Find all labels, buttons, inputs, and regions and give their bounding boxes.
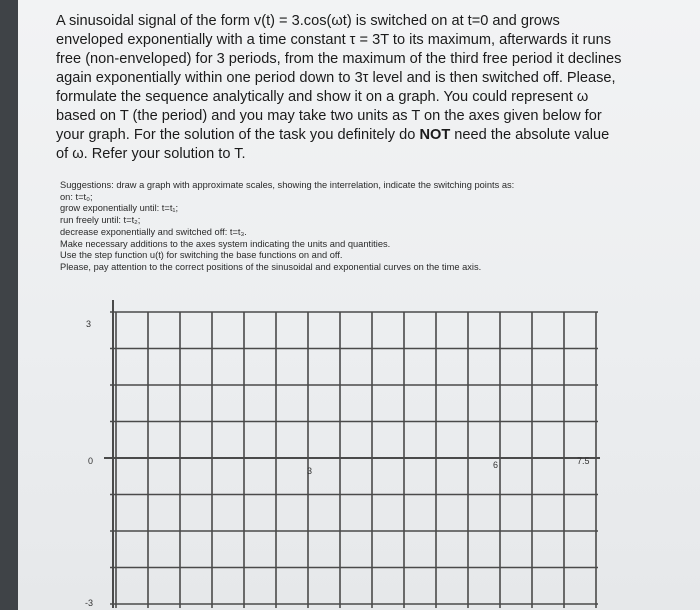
y-label-3: 3 [86,319,92,329]
suggestion-line: grow exponentially until: t=t₁; [60,203,179,214]
suggestion-line: on: t=t₀; [60,191,93,202]
suggestion-line: Suggestions: draw a graph with approximate scales, showing the interrelation, indicate the switching points as: [60,180,515,190]
question-line: of ω. Refer your solution to T. [56,146,246,162]
x-label-3: 3 [307,466,313,476]
suggestion-line: Please, pay attention to the correct positions of the sinusoidal and exponential curves on the time axis. [60,261,482,272]
question-line: again exponentially within one period down to 3τ level and is then switched off. Please, [56,70,616,86]
question-line: based on T (the period) and you may take two units as T on the axes given below for [56,108,602,124]
suggestion-line: Use the step function u(t) for switching the base functions on and off. [60,250,343,261]
y-label-0: 0 [88,456,94,466]
x-label-6: 6 [493,460,499,470]
question-line: enveloped exponentially with a time constant τ = 3T to its maximum, afterwards it runs [56,32,612,48]
question-line-text: your graph. For the solution of the task you definitely do [56,127,420,143]
question-line: free (non-enveloped) for 3 periods, from the maximum of the third free period it declines [56,51,622,67]
suggestion-line: run freely until: t=t₂; [60,215,141,226]
emphasis-not: NOT [419,127,451,143]
question-line: formulate the sequence analytically and show it on a graph. You could represent ω [56,89,589,105]
x-label-7-5: 7.5 [577,456,590,466]
question-line: A sinusoidal signal of the form v(t) = 3.cos(ωt) is switched on at t=0 and grows [56,13,560,29]
y-label-neg3: -3 [85,598,94,608]
question-line-tail: need the absolute value [450,127,610,143]
grid-lines [104,300,600,608]
suggestion-line: Make necessary additions to the axes system indicating the units and quantities. [60,238,391,249]
suggestion-line: decrease exponentially and switched off: t=t₃. [60,226,247,237]
